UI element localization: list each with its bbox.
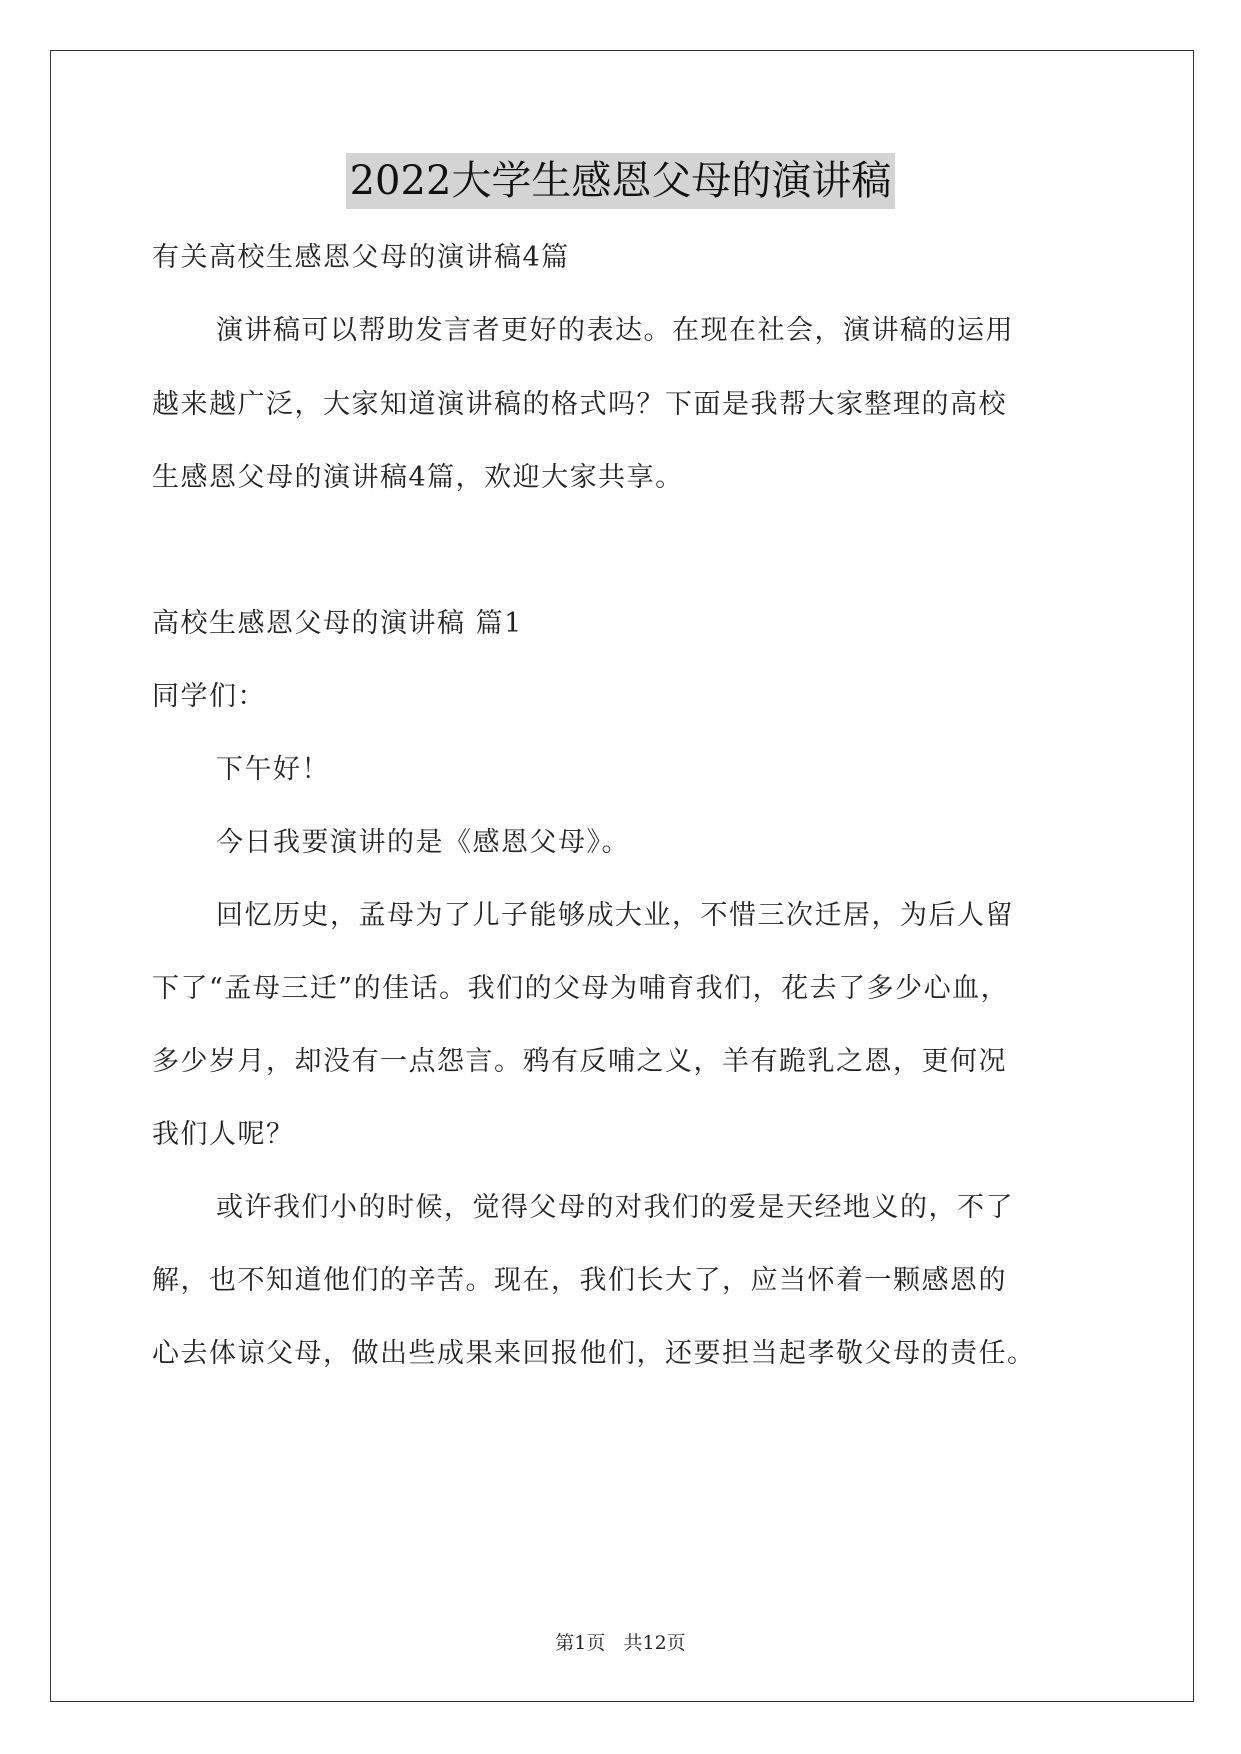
intro-line: 越来越广泛，大家知道演讲稿的格式吗？下面是我帮大家整理的高校	[152, 389, 1007, 420]
salutation: 同学们：	[152, 681, 266, 712]
paragraph-line: 或许我们小的时候，觉得父母的对我们的爱是天经地义的，不了	[216, 1192, 1014, 1223]
intro-line: 生感恩父母的演讲稿4篇，欢迎大家共享。	[152, 462, 684, 493]
page-number-footer: 第1页 共12页	[555, 1632, 686, 1654]
section-heading: 高校生感恩父母的演讲稿 篇1	[152, 608, 523, 639]
document-title: 2022大学生感恩父母的演讲稿	[346, 153, 896, 209]
paragraph-line: 心去体谅父母，做出些成果来回报他们，还要担当起孝敬父母的责任。	[152, 1338, 1036, 1369]
topic-line: 今日我要演讲的是《感恩父母》。	[216, 827, 630, 858]
greeting: 下午好！	[216, 754, 330, 785]
page-border	[50, 50, 1194, 1702]
document-subtitle: 有关高校生感恩父母的演讲稿4篇	[152, 242, 570, 273]
paragraph-line: 多少岁月，却没有一点怨言。鸦有反哺之义，羊有跪乳之恩，更何况	[152, 1046, 1007, 1077]
title-container	[0, 153, 1241, 209]
paragraph-line: 解，也不知道他们的辛苦。现在，我们长大了，应当怀着一颗感恩的	[152, 1265, 1007, 1296]
paragraph-line: 我们人呢？	[152, 1119, 295, 1150]
paragraph-line: 下了“孟母三迁”的佳话。我们的父母为哺育我们，花去了多少心血，	[152, 973, 1010, 1004]
intro-line: 演讲稿可以帮助发言者更好的表达。在现在社会，演讲稿的运用	[216, 315, 1014, 346]
paragraph-line: 回忆历史，孟母为了儿子能够成大业，不惜三次迁居，为后人留	[216, 900, 1014, 931]
